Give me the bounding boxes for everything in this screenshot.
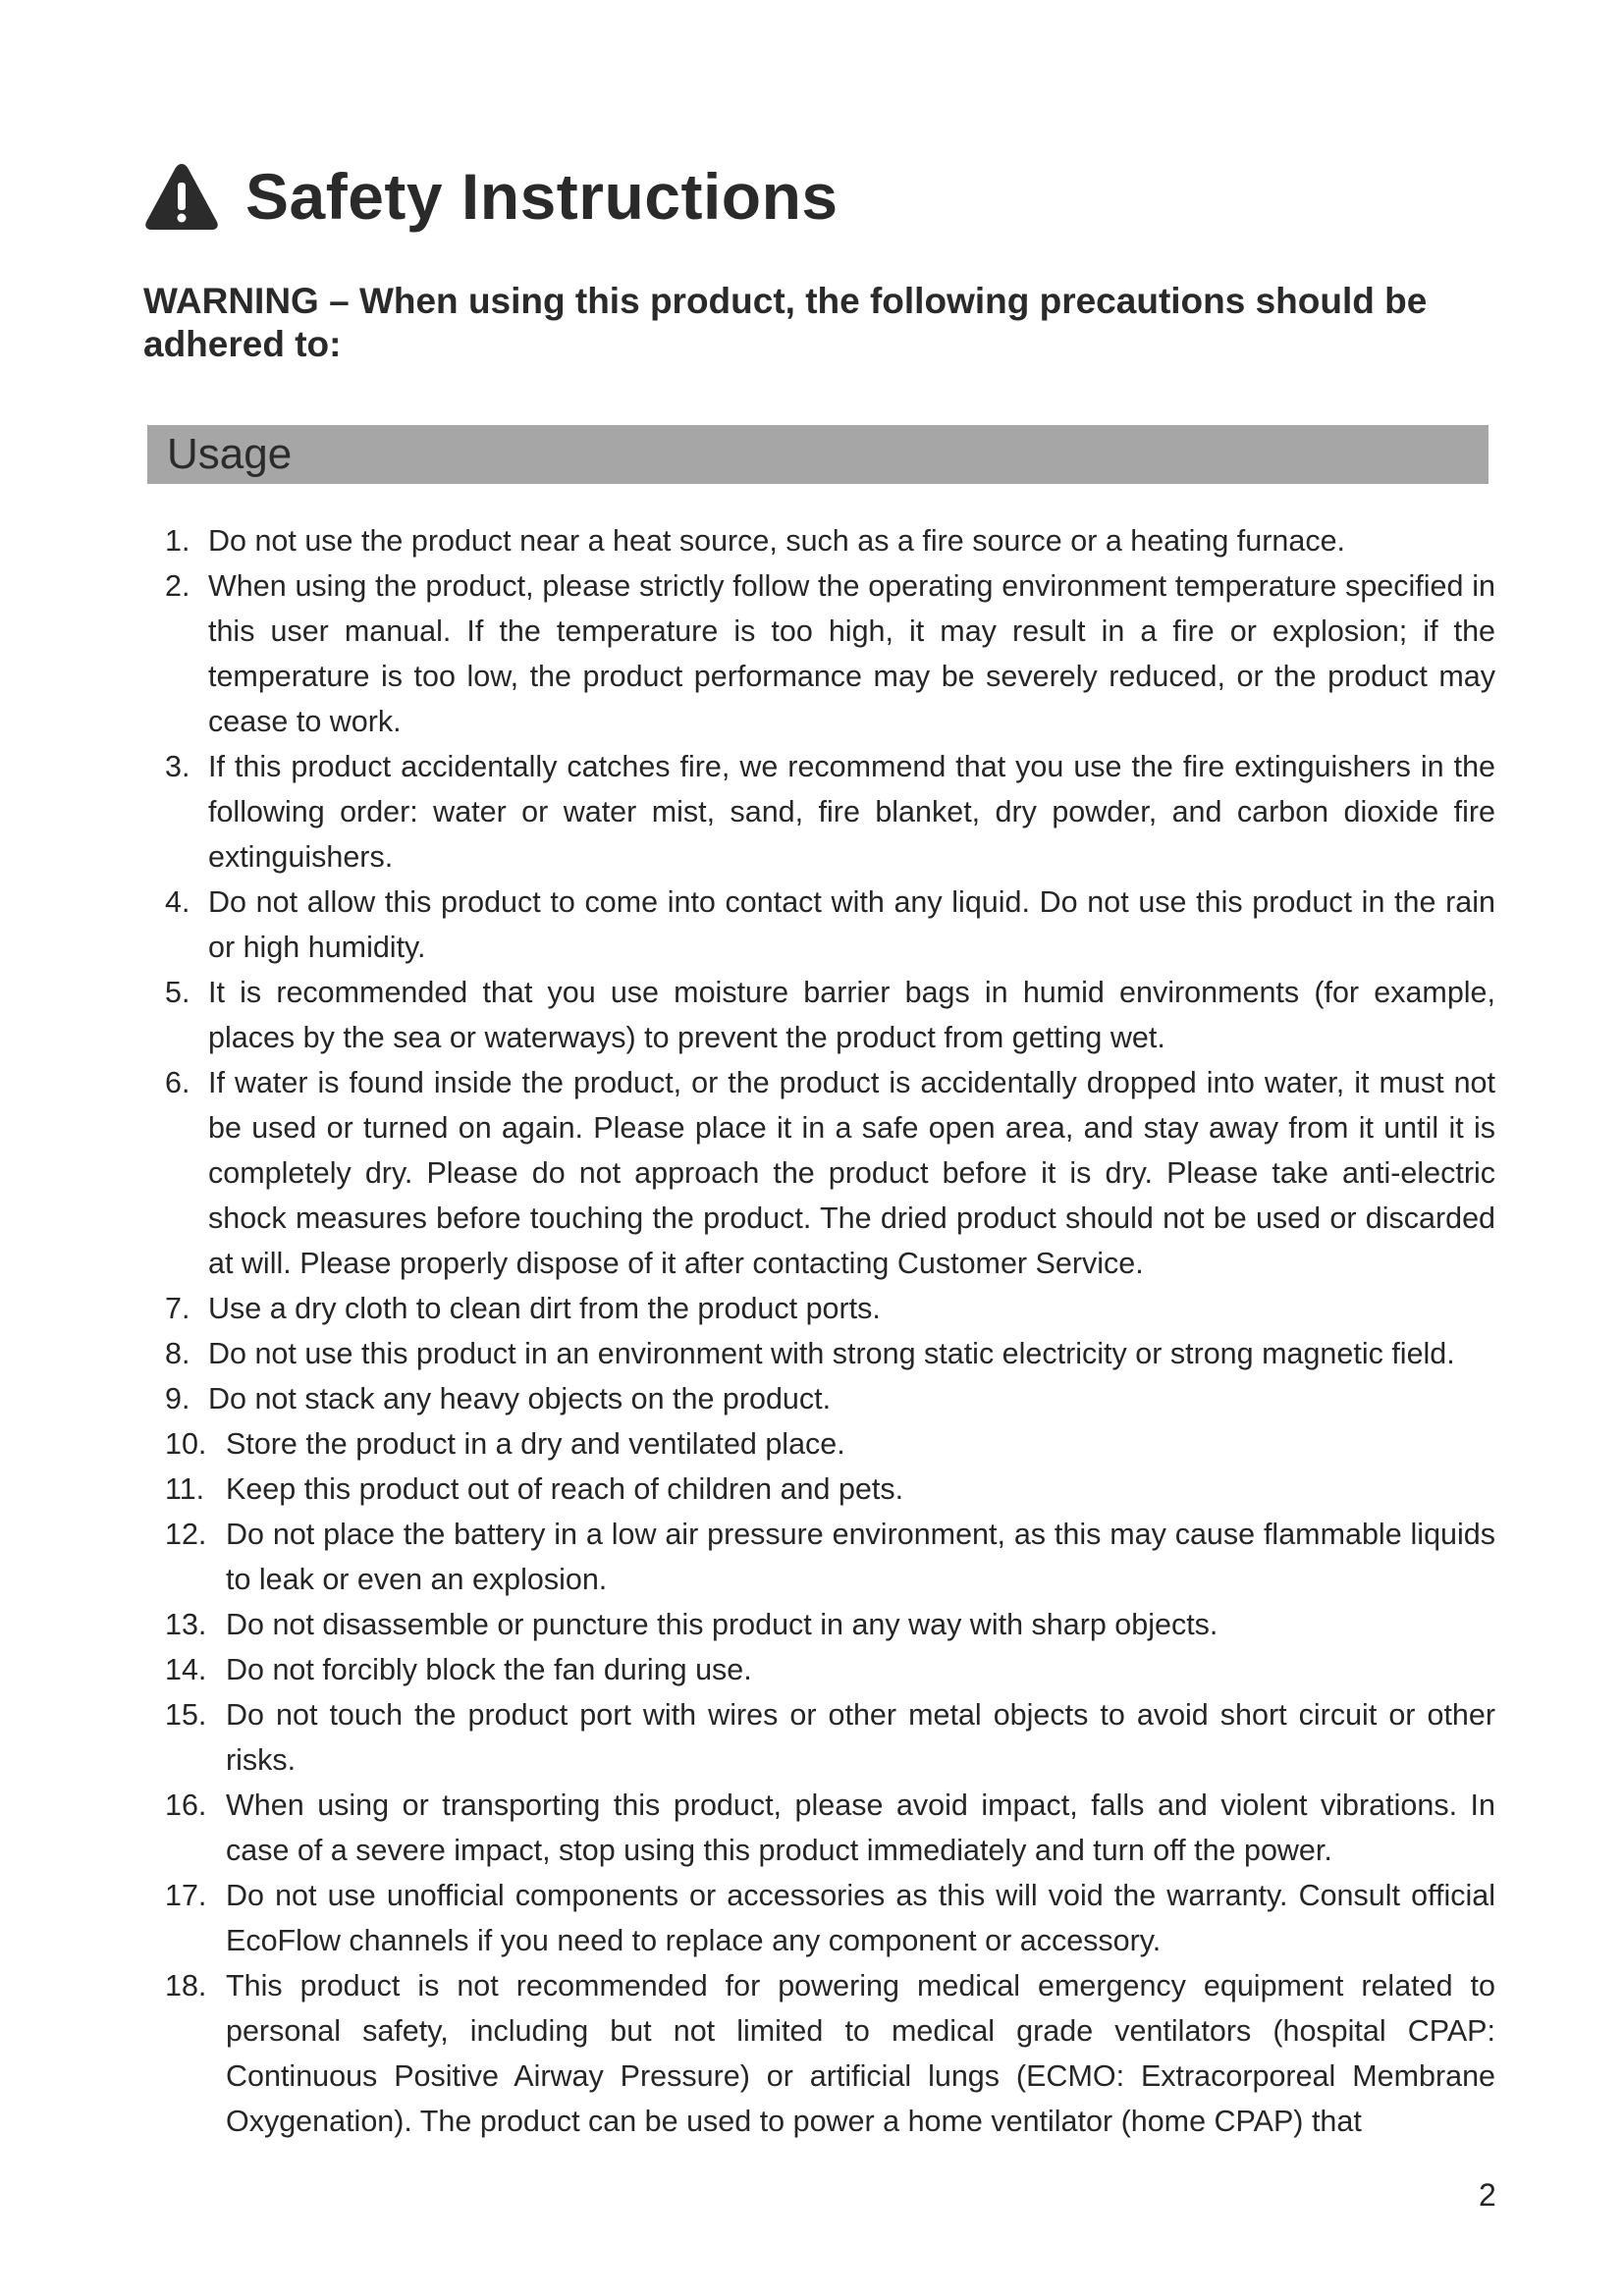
item-number: 13. — [165, 1608, 207, 1641]
item-number: 7. — [165, 1292, 190, 1325]
title-row — [143, 155, 839, 238]
list-item — [165, 1467, 1495, 1512]
item-number: 4. — [165, 885, 190, 919]
item-text: It is recommended that you use moisture barrier bags in humid environments (for example, places by the sea or waterways) to prevent the product from getting wet. — [208, 976, 1495, 1054]
safety-instruction-list — [165, 518, 1495, 2144]
list-item — [165, 1783, 1495, 1873]
item-text: When using or transporting this product, please avoid impact, falls and violent vibrations. In case of a severe impact, stop using this product immediately and turn off the power. — [226, 1789, 1495, 1867]
item-number: 1. — [165, 524, 190, 558]
item-number: 9. — [165, 1382, 190, 1415]
list-item — [165, 1376, 1495, 1421]
item-text: Use a dry cloth to clean dirt from the product ports. — [208, 1292, 881, 1325]
list-item — [165, 1692, 1495, 1783]
list-item — [165, 1647, 1495, 1692]
item-text: Store the product in a dry and ventilated place. — [226, 1427, 845, 1461]
item-number: 11. — [165, 1472, 205, 1506]
page-title: Safety Instructions — [245, 160, 839, 233]
list-item — [165, 1331, 1495, 1376]
item-number: 5. — [165, 976, 190, 1009]
list-item — [165, 880, 1495, 970]
warning-triangle-icon — [143, 161, 220, 232]
list-item — [165, 970, 1495, 1060]
item-text: Keep this product out of reach of children and pets. — [226, 1472, 904, 1506]
item-text: Do not touch the product port with wires or other metal objects to avoid short circuit or other risks. — [226, 1698, 1495, 1777]
item-number: 6. — [165, 1066, 190, 1099]
item-text: If water is found inside the product, or the product is accidentally dropped into water, it must not be used or turned on again. Please place it in a safe open area, and stay away from it until it is completely dry. Please do not approach the product before it is dry. Please take anti-electric shock measures before touching the product. The dried product should not be used or discarded at will. Please properly dispose of it after contacting Customer Service. — [208, 1066, 1495, 1280]
item-text: Do not disassemble or puncture this product in any way with sharp objects. — [226, 1608, 1218, 1641]
item-number: 14. — [165, 1653, 207, 1686]
item-text: Do not stack any heavy objects on the product. — [208, 1382, 832, 1415]
item-number: 17. — [165, 1879, 207, 1912]
list-item — [165, 1602, 1495, 1647]
item-number: 10. — [165, 1427, 207, 1461]
list-item — [165, 1060, 1495, 1286]
list-item — [165, 1963, 1495, 2144]
list-item — [165, 744, 1495, 880]
warning-heading: WARNING – When using this product, the following precautions should be adhered to: — [143, 281, 1428, 364]
list-item — [165, 563, 1495, 744]
item-text: Do not use the product near a heat source, such as a fire source or a heating furnace. — [208, 524, 1346, 558]
item-text: Do not use unofficial components or accessories as this will void the warranty. Consult official EcoFlow channels if you need to replace any component or accessory. — [226, 1879, 1495, 1957]
section-title: Usage — [167, 430, 293, 478]
item-text: Do not forcibly block the fan during use. — [226, 1653, 752, 1686]
list-item — [165, 1512, 1495, 1602]
item-number: 15. — [165, 1698, 207, 1732]
item-number: 16. — [165, 1789, 207, 1822]
item-text: Do not place the battery in a low air pressure environment, as this may cause flammable liquids to leak or even an explosion. — [226, 1518, 1495, 1596]
item-number: 18. — [165, 1969, 207, 2002]
list-item — [165, 518, 1495, 563]
item-number: 2. — [165, 569, 190, 603]
item-number: 8. — [165, 1337, 190, 1370]
item-text: When using the product, please strictly follow the operating environment temperature specified in this user manual. If the temperature is too high, it may result in a fire or explosion; if the temperature is too low, the product performance may be severely reduced, or the product may cease to work. — [208, 569, 1495, 738]
section-header-bar — [147, 425, 1489, 484]
item-number: 12. — [165, 1518, 207, 1551]
item-text: If this product accidentally catches fire, we recommend that you use the fire extinguishers in the following order: water or water mist, sand, fire blanket, dry powder, and carbon dioxide fire extinguishers. — [208, 750, 1495, 874]
page-number: 2 — [1479, 2177, 1496, 2213]
item-number: 3. — [165, 750, 190, 783]
list-item — [165, 1286, 1495, 1331]
list-item — [165, 1873, 1495, 1963]
item-text: Do not use this product in an environment with strong static electricity or strong magnetic field. — [208, 1337, 1455, 1370]
list-item — [165, 1421, 1495, 1467]
item-text: Do not allow this product to come into contact with any liquid. Do not use this product in the rain or high humidity. — [208, 885, 1495, 964]
item-text: This product is not recommended for powering medical emergency equipment related to personal safety, including but not limited to medical grade ventilators (hospital CPAP: Continuous Positive Airway Pressure) or artificial lungs (ECMO: Extracorporeal Membrane Oxygenation). The product can be used to power a home ventilator (home CPAP) that — [226, 1969, 1495, 2138]
